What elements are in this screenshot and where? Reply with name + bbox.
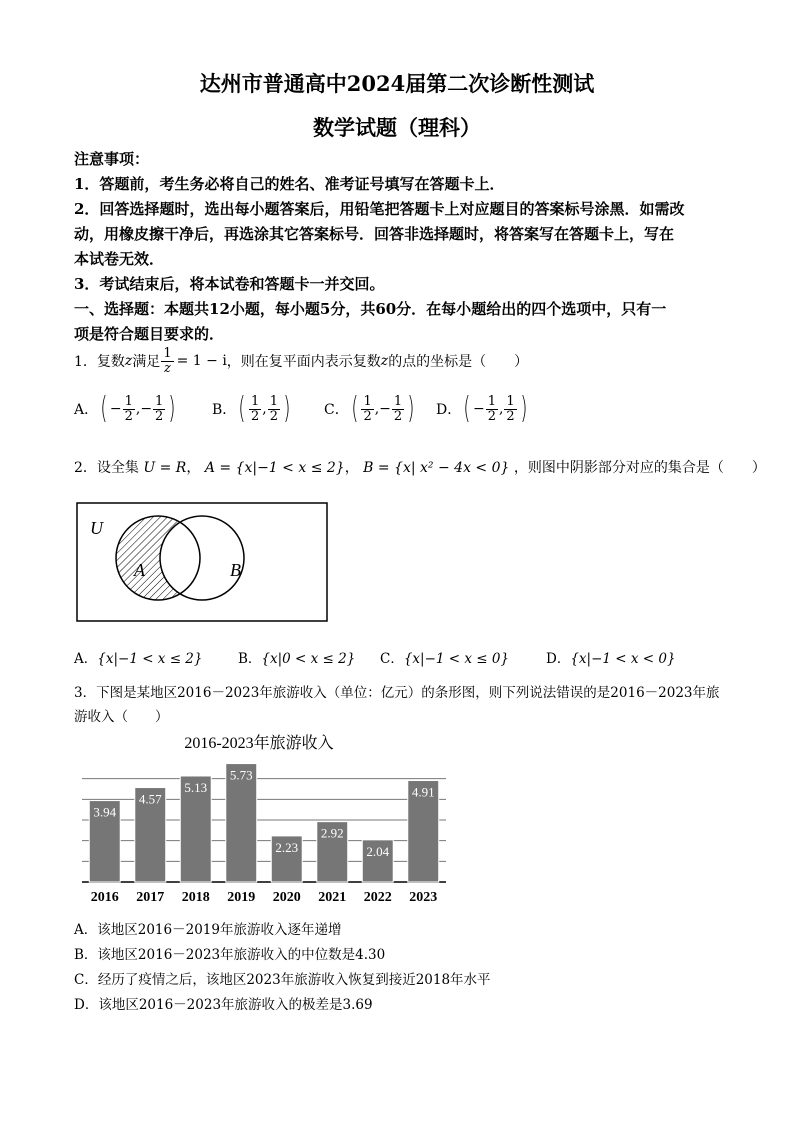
page-title: 达州市普通高中2024届第二次诊断性测试 bbox=[199, 71, 595, 96]
label-a: A bbox=[134, 560, 145, 580]
q2-suffix: ，则图中阴影部分对应的集合是（ ） bbox=[513, 460, 766, 476]
q1-option-label: A． bbox=[74, 402, 99, 418]
frac-num: 1 bbox=[269, 393, 279, 409]
q1-var2: z bbox=[380, 353, 389, 370]
frac-num: 1 bbox=[506, 393, 515, 409]
q2-option-text: {x|−1 < x < 0} bbox=[570, 651, 676, 667]
q1-option-d[interactable] bbox=[436, 391, 529, 426]
frac-den: 2 bbox=[124, 408, 133, 424]
q1-frac-num: 1 bbox=[163, 346, 172, 361]
q1-option-b[interactable] bbox=[212, 391, 293, 426]
question-1 bbox=[74, 347, 528, 375]
x-tick-label: 2022 bbox=[363, 890, 392, 905]
q1-sign: − bbox=[379, 401, 391, 417]
x-tick-label: 2020 bbox=[272, 890, 301, 905]
q2-option-label: C． bbox=[380, 651, 404, 667]
q2-prefix: 2．设全集 bbox=[74, 460, 139, 476]
frac-num: 1 bbox=[363, 393, 372, 409]
venn-diagram bbox=[76, 502, 328, 622]
q1-var: z bbox=[124, 353, 133, 370]
bar-value-label: 3.94 bbox=[93, 804, 117, 820]
q3-option-label: D． bbox=[74, 997, 99, 1013]
frac-den: 2 bbox=[487, 408, 496, 424]
note-2-line3: 本试卷无效． bbox=[74, 250, 165, 268]
q1-option-label: D． bbox=[436, 402, 462, 418]
q2-option-text: {x|0 < x ≤ 2} bbox=[261, 651, 356, 667]
q2-set-b: B = {x| x² − 4x < 0} bbox=[363, 460, 510, 476]
frac-den: 2 bbox=[269, 408, 279, 424]
q3-option-d[interactable] bbox=[74, 993, 373, 1013]
q3-option-a[interactable] bbox=[74, 918, 341, 938]
bar-value-label: 2.04 bbox=[366, 843, 390, 859]
q3-option-label: A． bbox=[74, 922, 98, 938]
label-u: U bbox=[90, 518, 103, 538]
q3-option-text: 该地区2016－2023年旅游收入的极差是3.69 bbox=[98, 997, 373, 1013]
notes-heading: 注意事项： bbox=[74, 150, 150, 168]
question-3-line2: 游收入（ ） bbox=[74, 709, 169, 725]
x-tick-label: 2019 bbox=[227, 890, 256, 905]
q1-opt-frac bbox=[504, 395, 516, 423]
left-paren: ( bbox=[351, 391, 359, 426]
note-1: 1．答题前，考生务必将自己的姓名、准考证号填写在答题卡上． bbox=[74, 175, 505, 193]
note-3: 3．考试结束后，将本试卷和答题卡一并交回。 bbox=[74, 275, 385, 293]
x-tick-label: 2017 bbox=[136, 890, 165, 905]
x-tick-label: 2018 bbox=[181, 890, 210, 905]
q3-option-text: 该地区2016－2023年旅游收入的中位数是4.30 bbox=[97, 947, 386, 963]
q1-opt-frac bbox=[268, 395, 280, 423]
frac-den: 2 bbox=[251, 408, 260, 424]
q2-option-b[interactable] bbox=[238, 647, 355, 667]
q3-option-text: 经历了疫情之后，该地区2023年旅游收入恢复到接近2018年水平 bbox=[97, 972, 491, 988]
q1-frac-den: z bbox=[164, 360, 171, 376]
q1-option-a[interactable] bbox=[74, 391, 178, 426]
q1-option-c[interactable] bbox=[324, 391, 417, 426]
question-2: 2．设全集 U = R， A = {x|−1 < x ≤ 2}， B = {x| x² − 4x < 0} ，则图中阴影部分对应的集合是（ ） bbox=[74, 460, 766, 476]
frac-den: 2 bbox=[506, 408, 515, 424]
q2-option-label: B． bbox=[238, 651, 262, 667]
q2-set-a: A = {x|−1 < x ≤ 2} bbox=[204, 460, 345, 476]
note-2-line2: 动，用橡皮擦干净后，再选涂其它答案标号．回答非选择题时，将答案写在答题卡上，写在 bbox=[74, 225, 675, 243]
section-heading-line2: 项是符合题目要求的． bbox=[74, 325, 225, 343]
comma: , bbox=[135, 401, 141, 417]
comma: , bbox=[498, 401, 504, 417]
x-tick-label: 2016 bbox=[90, 890, 119, 905]
q1-opt-frac bbox=[361, 395, 373, 423]
comma: , bbox=[374, 401, 380, 417]
left-paren: ( bbox=[463, 391, 471, 426]
q2-option-a[interactable] bbox=[74, 647, 202, 667]
q3-option-label: B． bbox=[74, 947, 98, 963]
comma: , bbox=[262, 401, 267, 417]
note-2-line1: 2．回答选择题时，选出每小题答案后，用铅笔把答题卡上对应题目的答案标号涂黑．如需改 bbox=[74, 200, 685, 218]
frac-num: 1 bbox=[487, 393, 496, 409]
bar-value-label: 2.92 bbox=[320, 825, 344, 841]
frac-num: 1 bbox=[155, 393, 164, 409]
q1-suffix2: 的点的坐标是（ ） bbox=[388, 354, 529, 371]
right-paren: ) bbox=[407, 391, 415, 426]
frac-num: 1 bbox=[124, 393, 133, 409]
frac-den: 2 bbox=[363, 408, 372, 424]
x-tick-label: 2023 bbox=[409, 890, 438, 905]
bar-value-label: 2.23 bbox=[275, 839, 299, 855]
q1-option-label: C． bbox=[324, 402, 349, 418]
q1-options bbox=[74, 391, 724, 440]
q2-option-c[interactable] bbox=[380, 647, 509, 667]
q2-option-label: D． bbox=[546, 651, 571, 667]
label-b: B bbox=[230, 560, 241, 580]
q2-option-text: {x|−1 < x ≤ 2} bbox=[97, 651, 203, 667]
q2-option-label: A． bbox=[74, 651, 98, 667]
bar-value-label: 4.57 bbox=[138, 791, 162, 807]
q2-option-text: {x|−1 < x ≤ 0} bbox=[403, 651, 510, 667]
question-3-line1: 3．下图是某地区2016－2023年旅游收入（单位：亿元）的条形图，则下列说法错误的是2016－2023年旅 bbox=[74, 685, 720, 701]
q1-opt-frac bbox=[249, 395, 261, 423]
frac-den: 2 bbox=[155, 408, 164, 424]
q1-opt-frac bbox=[153, 395, 165, 423]
left-paren: ( bbox=[100, 391, 108, 426]
q1-satisfy: 满足 bbox=[132, 354, 161, 371]
frac-num: 1 bbox=[251, 393, 260, 409]
page-subtitle: 数学试题（理科） bbox=[313, 115, 481, 140]
frac-num: 1 bbox=[393, 393, 403, 409]
chart-x-ticks bbox=[91, 890, 438, 905]
chart-bars bbox=[89, 764, 438, 882]
shaded-region bbox=[76, 502, 328, 622]
q1-sign: − bbox=[140, 401, 153, 417]
bar-value-label: 5.73 bbox=[229, 767, 253, 783]
chart-title: 2016-2023年旅游收入 bbox=[184, 735, 334, 752]
q3-option-b[interactable] bbox=[74, 943, 385, 963]
x-tick-label: 2021 bbox=[318, 890, 347, 905]
q1-opt-frac bbox=[392, 395, 404, 423]
right-paren: ) bbox=[520, 391, 528, 426]
q1-fraction bbox=[161, 347, 173, 375]
q3-option-text: 该地区2016－2019年旅游收入逐年递增 bbox=[97, 922, 342, 938]
q1-opt-frac bbox=[486, 395, 498, 423]
universe-rect bbox=[77, 503, 327, 621]
q3-option-c[interactable] bbox=[74, 968, 491, 988]
q1-prefix: 1．复数 bbox=[74, 354, 125, 371]
right-paren: ) bbox=[283, 391, 291, 426]
q1-opt-frac bbox=[123, 395, 135, 423]
bar-value-label: 5.13 bbox=[184, 779, 208, 795]
q1-option-label: B． bbox=[212, 402, 237, 418]
bar-value-label: 4.91 bbox=[411, 784, 435, 800]
section-heading-line1: 一、选择题：本题共12小题，每小题5分，共60分．在每小题给出的四个选项中，只有一 bbox=[74, 300, 667, 318]
right-paren: ) bbox=[168, 391, 176, 426]
q2-option-d[interactable] bbox=[546, 647, 676, 667]
left-paren: ( bbox=[238, 391, 246, 426]
q1-rhs: = 1 − i bbox=[176, 353, 227, 370]
q2-universe: U = R bbox=[143, 460, 187, 476]
q1-suffix1: ，则在复平面内表示复数 bbox=[226, 354, 381, 371]
frac-den: 2 bbox=[393, 408, 403, 424]
q3-option-label: C． bbox=[74, 972, 98, 988]
bar-chart bbox=[74, 728, 454, 908]
q1-sign: − bbox=[472, 401, 485, 417]
q1-sign: − bbox=[109, 401, 122, 417]
